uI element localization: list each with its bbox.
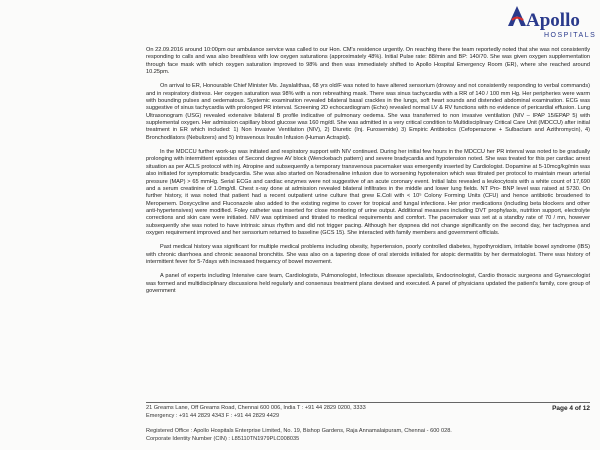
footer-address: 21 Greams Lane, Off Greams Road, Chennai 600 006, India T : +91 44 2829 0200, 3333	[146, 405, 366, 411]
report-body	[146, 47, 590, 302]
logo-name: Apollo	[526, 10, 580, 31]
paragraph-mdccu: In the MDCCU further work-up was initiated and respiratory support with NIV continued. During her initial few hours in the MDCCU her PR interval was noted to be gradually prolonging with intermittent episodes of Second degree AV block (Wenckebach pattern) and severe bradycardia and hypotension noted. She was treated for this per cardiac arrest situation as per ACLS protocol with inj. Atropine and subsequently a temporary transvenous pacemaker was emergently inserted by Cardiologist. Dopamine at 5-10mcg/kg/min was also initiated for symptomatic bradycardia. She was also started on Noradrenaline infusion due to worsening hypotension which was titrated per protocol to maintain mean arterial pressure (MAP) > 65 mmHg. Serial ECGs and cardiac enzymes were not suggestive of an acute coronary event. Initial labs revealed a leukocytosis with a white count of 17,690 and a serum creatinine of 1.0mg/dl. Chest x-ray done at admission revealed bilateral infiltrates in the middle and lower lung fields. NT Pro- BNP level was raised at 5730. On further history, it was noted that patient had a recent outpatient urine culture that grew E.Coli with < 10⁵ Colony Forming Units (CFU) and hence antibiotic broadened to Meropenem. Doxycycline and Fluconazole also added to the existing regime to cover for tropical and fungal infections. Her prior medications (including beta blockers and other anti-hypertensives) were modified. Foley catheter was inserted for close monitoring of urine output. Additional measures including DVT prophylaxis, nutrition support, electrolyte corrections and skin care were initiated. NIV was optimised and titrated to medical requirements and comfort. The pacemaker was set at a standby rate of 70 / mn, however subsequently she was noted to have intrinsic sinus rhythm and did not trigger pacing. Although her dyspnea did not change significantly on the second day, her tachypnea and oxygen requirement improved and her sensorium returned to baseline (GCS 15). She interacted with family members and government officials.	[146, 149, 590, 236]
page-number: Page 4 of 12	[552, 405, 590, 412]
footer-cin: Corporate Identity Number (CIN) : L85110TN1979PLC008035	[146, 435, 300, 442]
paragraph-medical-history: Past medical history was significant for multiple medical problems including obesity, hypertension, poorly controlled diabetes, hypothyroidism, irritable bowel syndrome (IBS) with chronic diarrhoea and chronic seasonal bronchitis. She was also on a tapering dose of oral steroids initiated for atopic dermatitis by her dermatologist. There was history of intermittent fever for 5-7days with increased frequency of bowel movement.	[146, 244, 590, 265]
footer-registered-office: Registered Office : Apollo Hospitals Enterprise Limited, No. 19, Bishop Gardens, Raja Annamalaipuram, Chennai - 600 028.	[146, 428, 452, 434]
paragraph-expert-panel: A panel of experts including Intensive care team, Cardiologists, Pulmonologist, Infectious disease specialists, Endocrinologist, Cardio thoracic surgeons and Gynaecologist was formed and multidisciplinary discussions held regularly and consensus treatment plans devised and executed. A panel of physicians updated the patient's family, core group of government	[146, 273, 590, 294]
paragraph-ambulance: On 22.09.2016 around 10:00pm our ambulance service was called to our Hon. CM's residence urgently. On reaching there the team reportedly noted that she was not consistently responding to calls and was also breathless with low oxygen saturations (approximately 48%). Initial Pulse rate: 88/min and BP: 140/70. She was given oxygen supplementation through face mask with which oxygen saturation improved to 98% and then was immediately shifted to Apollo Hospital Emergency Room (ER), where she reached around 10.25pm.	[146, 47, 590, 76]
page-footer	[146, 402, 590, 443]
logo-tagline: HOSPITALS	[544, 32, 597, 39]
footer-divider	[146, 402, 590, 403]
apollo-logo	[496, 2, 597, 48]
footer-emergency: Emergency : +91 44 2829 4343 F : +91 44 2829 4429	[146, 412, 280, 419]
paragraph-er-arrival: On arrival to ER, Honourable Chief Minister Ms. Jayalalithaa, 68 yrs old/F was noted to have altered sensorium (drowsy and not consistently responding to verbal commands) and in respiratory distress. Her oxygen saturation was 98% with a non rebreathing mask. There was sinus tachycardia with a RR of 140 / 100 mm Hg. Her peripheries were warm with bounding pulses and oedematous. Systemic examination revealed bilateral basal crackles in the lungs, soft heart sounds and distended abdominal examination. ECG was suggestive of sinus tachycardia with prolonged PR interval. Screening 2D echocardiogram (Echo) revealed normal LV & RV functions with no evidence of pericardial effusion. Lung Ultrasonogram (USG) revealed extensive bilateral B profile indicative of pulmonary oedema. She was transferred to non invasive ventilation (NIV – IPAP 15/EPAP 5) with supplemental oxygen. Her admission capillary blood glucose was 160 mg/dl. She was admitted in a very critical condition to Multidisciplinary Critical Care Unit (MDCCU) after initial treatment in ER which included: 1) Non Invasive Ventilation (NIV), 2) Diuretic (Inj. Furosemide) 3) Empiric Antibiotics (Cefoperazone + Sulbactam and Azithromycin), 4) Bronchodilators (Nebulizers) and 5) Intravenous Insulin Infusion (Human Actrapid).	[146, 83, 590, 141]
